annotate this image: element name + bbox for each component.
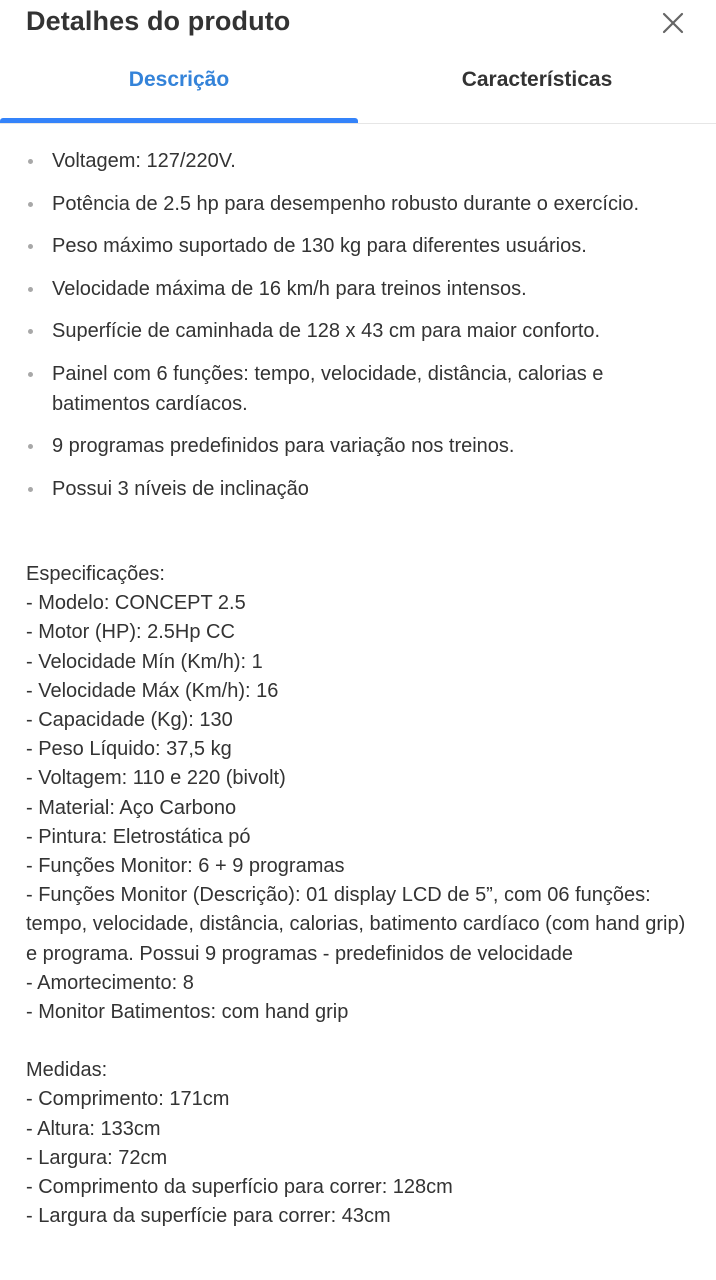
list-item — [26, 189, 676, 219]
close-button[interactable] — [656, 6, 690, 40]
bullet-icon — [28, 372, 33, 377]
list-item-text: Superfície de caminhada de 128 x 43 cm para maior conforto. — [52, 320, 601, 342]
spec-line: - Velocidade Máx (Km/h): 16 — [26, 679, 279, 702]
measure-line: - Largura: 72cm — [26, 1146, 168, 1169]
measure-line: - Largura da superfície para correr: 43cm — [26, 1205, 391, 1228]
spec-line: - Motor (HP): 2.5Hp CC — [26, 621, 235, 644]
bullet-icon — [28, 159, 33, 164]
list-item-text: 9 programas predefinidos para variação nos treinos. — [52, 435, 515, 457]
list-item — [26, 146, 676, 176]
bullet-icon — [28, 487, 33, 492]
spacer — [26, 1027, 686, 1056]
measures-heading: Medidas: — [26, 1059, 108, 1082]
spec-line: - Capacidade (Kg): 130 — [26, 709, 233, 732]
list-item — [26, 359, 676, 419]
bullet-icon — [28, 202, 33, 207]
spec-line: - Funções Monitor: 6 + 9 programas — [26, 855, 345, 878]
spec-line: - Modelo: CONCEPT 2.5 — [26, 592, 246, 615]
list-item-text: Possui 3 níveis de inclinação — [52, 477, 309, 500]
spec-line: - Funções Monitor (Descrição): 01 display LCD de 5”, com 06 funções: tempo, velocidade, distância, calorias, batimento cardíaco (com hand grip) e programa. Possui 9 programas - predefinidos de velocidade — [26, 884, 686, 965]
list-item-text: Peso máximo suportado de 130 kg para diferentes usuários. — [52, 235, 587, 257]
list-item — [26, 231, 676, 261]
bullet-icon — [28, 444, 33, 449]
spec-line: - Peso Líquido: 37,5 kg — [26, 738, 232, 761]
modal-header — [0, 0, 716, 48]
tab-caracteristicas[interactable]: Características — [461, 68, 613, 91]
list-item-text: Potência de 2.5 hp para desempenho robusto durante o exercício. — [52, 192, 640, 215]
tab-descricao[interactable]: Descrição — [128, 68, 230, 91]
close-icon — [656, 6, 690, 40]
list-item — [26, 274, 676, 304]
page-title: Detalhes do produto — [26, 6, 291, 36]
feature-list — [26, 146, 676, 516]
spec-line: - Monitor Batimentos: com hand grip — [26, 1001, 349, 1024]
list-item — [26, 431, 676, 461]
specifications-block — [26, 560, 686, 1231]
list-item — [26, 474, 676, 504]
spec-line: - Voltagem: 110 e 220 (bivolt) — [26, 767, 286, 790]
active-tab-indicator — [0, 118, 358, 123]
list-item-text: Velocidade máxima de 16 km/h para treinos intensos. — [52, 277, 527, 300]
bullet-icon — [28, 244, 33, 249]
measure-line: - Comprimento da superfício para correr: 128cm — [26, 1176, 453, 1199]
spec-line: - Material: Aço Carbono — [26, 796, 237, 819]
measure-line: - Altura: 133cm — [26, 1117, 161, 1140]
list-item-text: Painel com 6 funções: tempo, velocidade, distância, calorias e batimentos cardíacos. — [52, 362, 604, 415]
list-item — [26, 316, 676, 346]
bullet-icon — [28, 329, 33, 334]
spec-line: - Amortecimento: 8 — [26, 971, 194, 994]
tab-bar — [0, 48, 716, 124]
list-item-text: Voltagem: 127/220V. — [52, 150, 236, 172]
specs-heading: Especificações: — [26, 563, 165, 585]
spec-line: - Velocidade Mín (Km/h): 1 — [26, 650, 263, 673]
measure-line: - Comprimento: 171cm — [26, 1088, 230, 1111]
spec-line: - Pintura: Eletrostática pó — [26, 825, 251, 848]
bullet-icon — [28, 287, 33, 292]
